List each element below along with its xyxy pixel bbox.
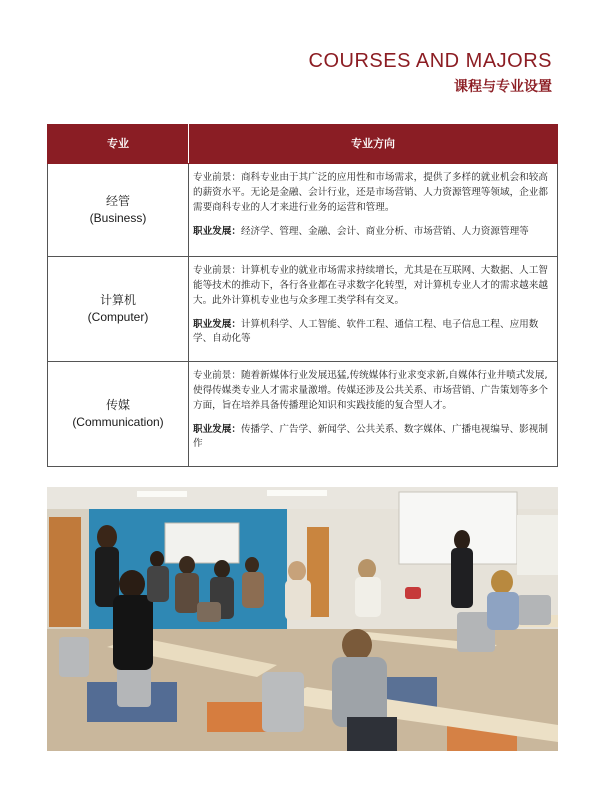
page-title-en: COURSES AND MAJORS [308, 50, 552, 72]
direction-cell [189, 362, 558, 467]
classroom-photo [47, 487, 558, 751]
prospect-text: 专业前景：随着新媒体行业发展迅猛,传统媒体行业求变求新,自媒体行业井喷式发展,使得传媒类专业人才需求量激增。传媒还涉及公共关系、市场营销、广告策划等多个方面，旨在培养具备传播理论知识和实践技能的复合型人才。 [193, 370, 548, 411]
table-header-row [48, 125, 558, 164]
career-text: 经济学、管理、金融、会计、商业分析、市场营销、人力资源管理等 [240, 225, 529, 237]
major-cell [48, 164, 189, 257]
major-name-en: (Business) [89, 211, 147, 225]
major-cell [48, 257, 189, 362]
career-label: 职业发展： [193, 318, 241, 330]
career-label: 职业发展： [193, 225, 241, 237]
prospect-text: 专业前景：商科专业由于其广泛的应用性和市场需求，提供了多样的就业机会和较高的薪资水平。无论是金融、会计行业，还是市场营销、人力资源管理等领域，企业都需要商科专业的人才来进行业务的运营和管理。 [193, 172, 548, 213]
career-text: 计算机科学、人工智能、软件工程、通信工程、电子信息工程、应用数学、自动化等 [193, 318, 539, 345]
direction-cell [189, 257, 558, 362]
major-name-en: (Computer) [87, 310, 149, 324]
career-text: 传播学、广告学、新闻学、公共关系、数字媒体、广播电视编导、影视制作 [193, 423, 548, 450]
major-name-cn: 传媒 [105, 397, 130, 412]
table-row-computer [48, 257, 558, 362]
header-major: 专业 [48, 125, 189, 164]
table-row-communication [48, 362, 558, 467]
header-direction: 专业方向 [189, 125, 558, 164]
major-name-en: (Communication) [72, 415, 164, 429]
major-name-cn: 计算机 [99, 292, 136, 307]
major-cell [48, 362, 189, 467]
career-label: 职业发展： [193, 423, 241, 435]
major-name-cn: 经管 [105, 193, 130, 208]
majors-table [47, 124, 558, 467]
page-title-cn: 课程与专业设置 [454, 79, 552, 95]
prospect-text: 专业前景：计算机专业的就业市场需求持续增长，尤其是在互联网、大数据、人工智能等技术的推动下，各行各业都在寻求数字化转型，对计算机专业人才的需求越来越大。此外计算机专业也与众多理工类学科有交叉。 [193, 265, 548, 306]
direction-cell [189, 164, 558, 257]
classroom-illustration [47, 487, 558, 751]
table-row-business [48, 164, 558, 257]
